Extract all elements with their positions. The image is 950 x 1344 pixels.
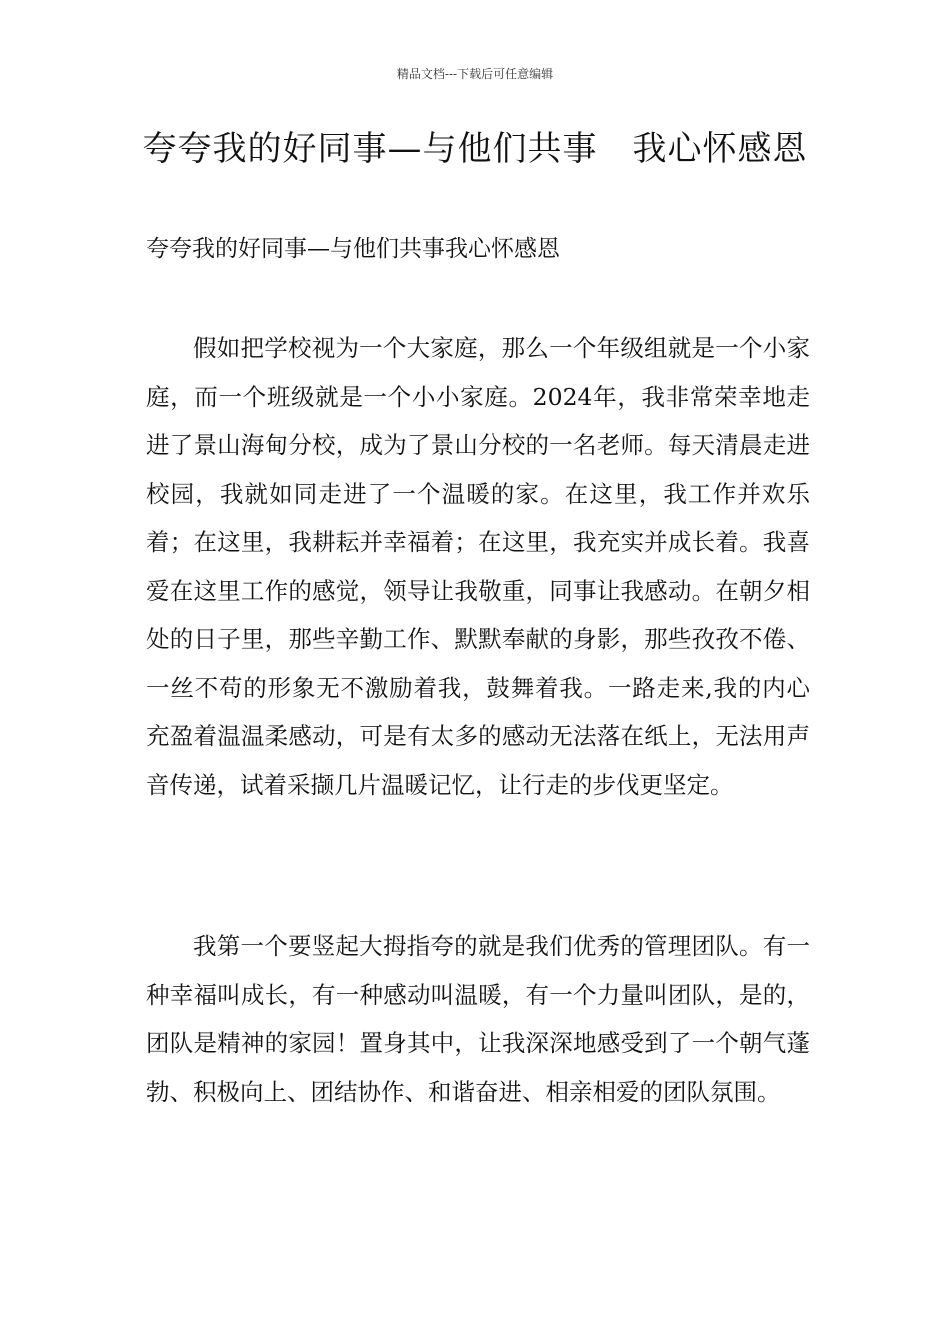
document-subtitle: 夸夸我的好同事—与他们共事我心怀感恩 [146, 236, 560, 262]
body-paragraph: 假如把学校视为一个大家庭，那么一个年级组就是一个小家庭，而一个班级就是一个小小家庭。2024年，我非常荣幸地走进了景山海甸分校，成为了景山分校的一名老师。每天清晨走进校园，我就如同走进了一个温暖的家。在这里，我工作并欢乐着；在这里，我耕耘并幸福着；在这里，我充实并成长着。我喜爱在这里工作的感觉，领导让我敬重，同事让我感动。在朝夕相处的日子里，那些辛勤工作、默默奉献的身影，那些孜孜不倦、一丝不苟的形象无不激励着我，鼓舞着我。一路走来,我的内心充盈着温温柔感动，可是有太多的感动无法落在纸上，无法用声音传递，试着采撷几片温暖记忆，让行走的步伐更坚定。 [146, 334, 810, 799]
document-title: 夸夸我的好同事—与他们共事 我心怀感恩 [142, 129, 808, 169]
body-paragraph: 我第一个要竖起大拇指夸的就是我们优秀的管理团队。有一种幸福叫成长，有一种感动叫温暖，有一个力量叫团队，是的，团队是精神的家园！置身其中，让我深深地感受到了一个朝气蓬勃、积极向上、团结协作、和谐奋进、相亲相爱的团队氛围。 [146, 932, 810, 1106]
header-note: 精品文档---下载后可任意编辑 [396, 67, 554, 81]
